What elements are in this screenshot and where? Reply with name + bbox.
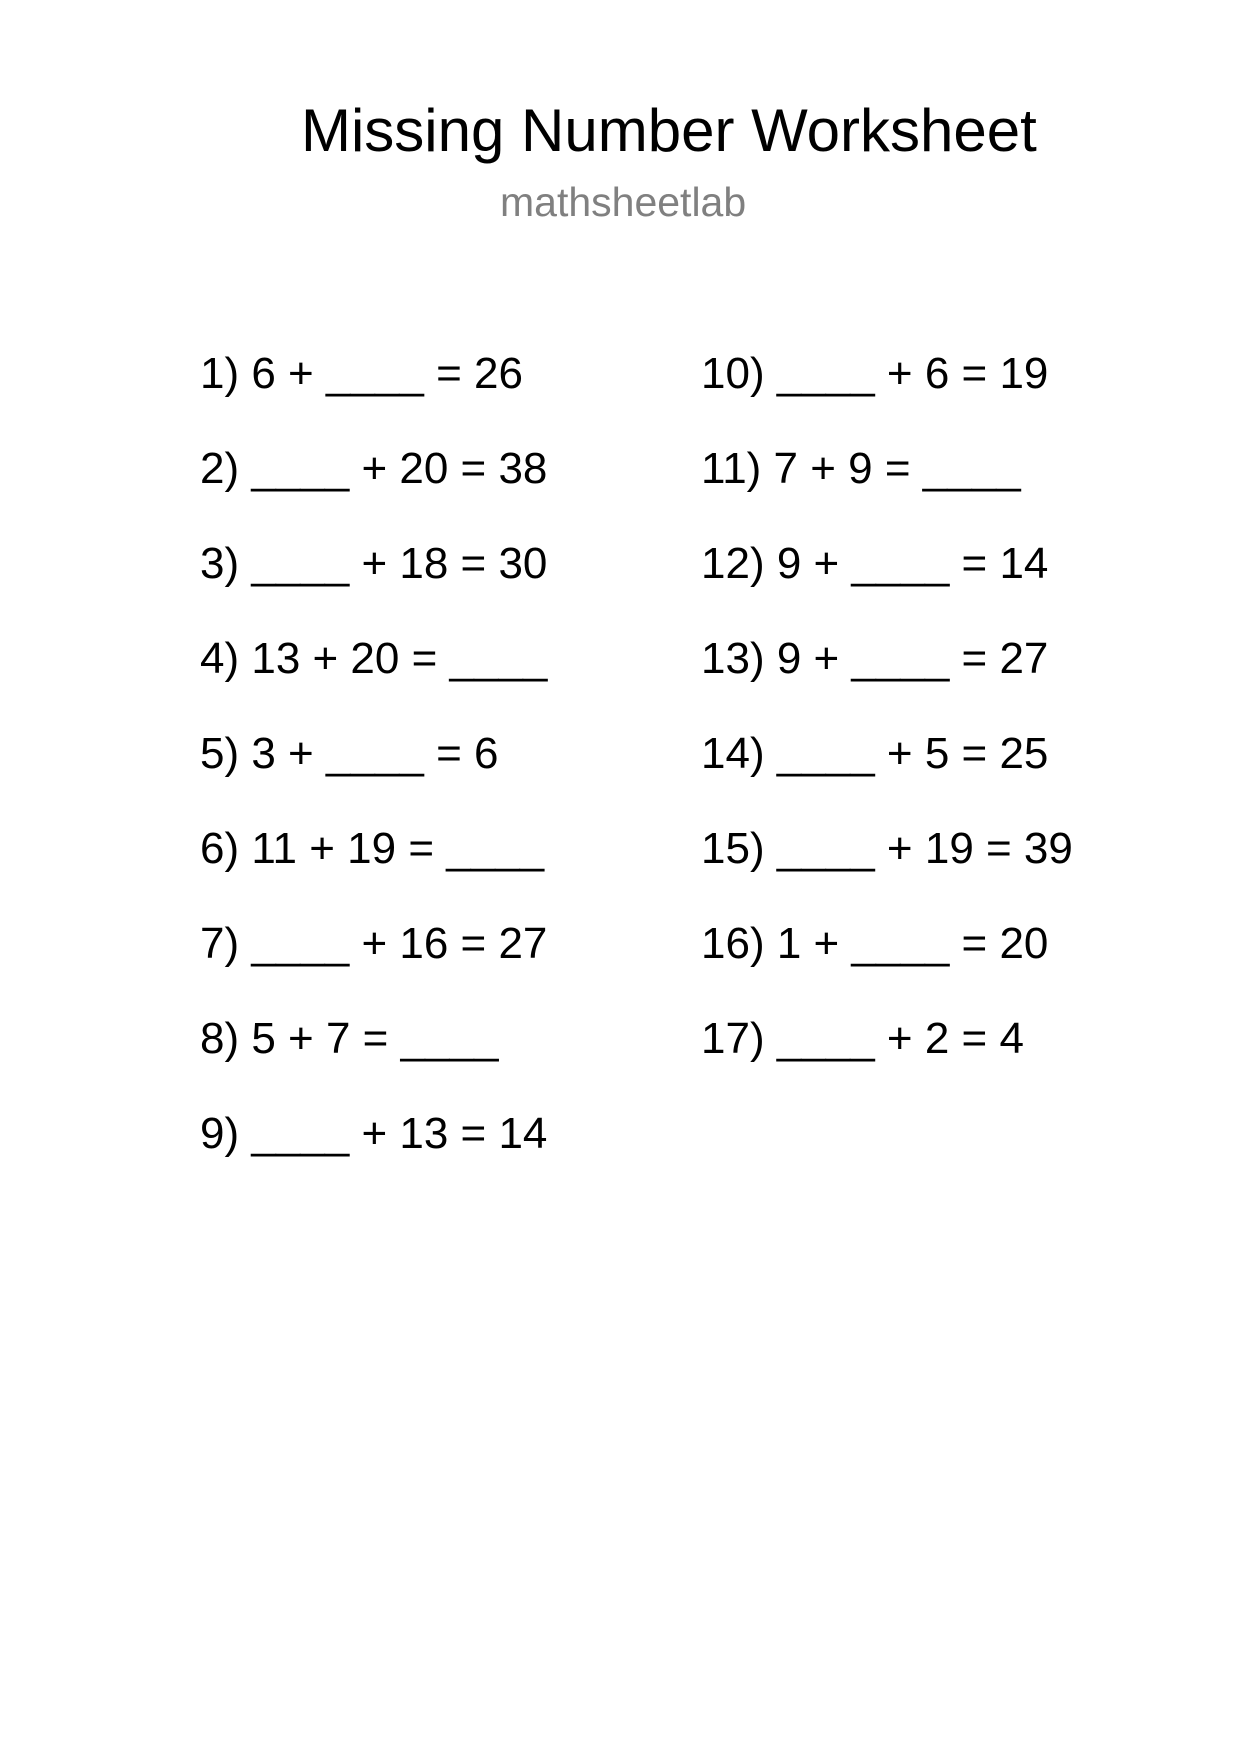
problem-1: 1) 6 + ____ = 26 bbox=[200, 349, 523, 398]
worksheet-subtitle: mathsheetlab bbox=[500, 179, 747, 225]
problem-13: 13) 9 + ____ = 27 bbox=[701, 634, 1049, 683]
problem-9: 9) ____ + 13 = 14 bbox=[200, 1109, 548, 1158]
problem-14: 14) ____ + 5 = 25 bbox=[701, 729, 1049, 778]
problem-7: 7) ____ + 16 = 27 bbox=[200, 919, 548, 968]
problem-11: 11) 7 + 9 = ____ bbox=[701, 444, 1021, 493]
problem-4: 4) 13 + 20 = ____ bbox=[200, 634, 548, 683]
problem-column-left bbox=[200, 344, 547, 1199]
problem-3: 3) ____ + 18 = 30 bbox=[200, 539, 548, 588]
problem-8: 8) 5 + 7 = ____ bbox=[200, 1014, 499, 1063]
problem-column-right bbox=[701, 344, 1073, 1104]
problem-10: 10) ____ + 6 = 19 bbox=[701, 349, 1049, 398]
problem-2: 2) ____ + 20 = 38 bbox=[200, 444, 548, 493]
problem-5: 5) 3 + ____ = 6 bbox=[200, 729, 499, 778]
problem-17: 17) ____ + 2 = 4 bbox=[701, 1014, 1024, 1063]
problem-6: 6) 11 + 19 = ____ bbox=[200, 824, 545, 873]
worksheet-title: Missing Number Worksheet bbox=[301, 97, 1037, 164]
problem-12: 12) 9 + ____ = 14 bbox=[701, 539, 1049, 588]
problem-16: 16) 1 + ____ = 20 bbox=[701, 919, 1049, 968]
problem-15: 15) ____ + 19 = 39 bbox=[701, 824, 1073, 873]
